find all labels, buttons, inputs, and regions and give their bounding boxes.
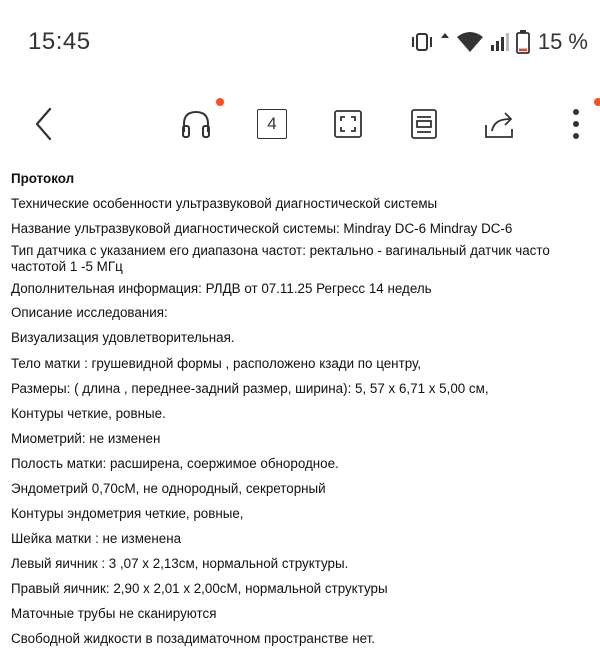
doc-line: Название ультразвуковой диагностической системы: Mindray DC-6 Mindray DC-6 [11,221,513,236]
doc-line: Дополнительная информация: РЛДВ от 07.11.25 Регресс 14 недель [11,281,432,296]
document-button[interactable] [402,102,446,146]
doc-line: Тело матки : грушевидной формы , расположено кзади по центру, [11,356,422,371]
listen-button[interactable] [174,102,218,146]
page-number: 4 [267,114,277,133]
doc-line: Левый яичник : 3 ,07 x 2,13см, нормальной структуры. [11,556,349,571]
status-icons [410,28,588,56]
battery-percent: 15 % [537,29,588,54]
doc-line: частотой 1 -5 МГц [11,259,123,274]
doc-line: Полость матки: расширена, соержимое обнородное. [11,456,339,471]
status-bar [0,0,600,84]
doc-line: Описание исследования: [11,305,168,320]
data-arrows-icon [440,31,450,53]
document-page [0,160,600,661]
fullscreen-icon [332,108,364,140]
vibrate-icon [410,31,434,53]
doc-line: Шейка матки : не изменена [11,531,182,546]
share-button[interactable] [478,102,522,146]
more-badge [594,98,600,106]
more-icon [571,107,581,141]
doc-line: Технические особенности ультразвуковой диагностической системы [11,196,438,211]
document-icon [409,108,439,140]
share-icon [482,107,518,141]
wifi-icon [456,31,484,53]
doc-line: Миометрий: не изменен [11,431,161,446]
signal-icon [490,31,510,53]
doc-line: Контуры эндометрия четкие, ровные, [11,506,244,521]
doc-line: Правый яичник: 2,90 x 2,01 x 2,00сМ, нормальной структуры [11,581,388,596]
page-count-button[interactable] [250,102,294,146]
doc-line: Тип датчика с указанием его диапазона частот: ректально - вагинальный датчик часто [11,243,550,258]
more-options-button[interactable] [554,102,598,146]
notification-badge [216,98,224,106]
doc-line: Свободной жидкости в позадиматочном пространстве нет. [11,631,375,646]
doc-line: Контуры четкие, ровные. [11,406,166,421]
battery-icon [516,30,530,54]
status-time: 15:45 [28,28,91,55]
doc-line: Маточные трубы не сканируются [11,606,217,621]
doc-heading: Протокол [11,171,75,186]
doc-line: Эндометрий 0,70сМ, не однородный, секреторный [11,481,326,496]
doc-line: Размеры: ( длина , переднее-задний размер, ширина): 5, 57 x 6,71 x 5,00 см, [11,381,489,396]
back-button[interactable] [22,102,66,146]
headphones-icon [178,106,214,142]
page-count-icon [257,109,287,139]
reader-toolbar [0,90,600,160]
fullscreen-button[interactable] [326,102,370,146]
back-icon [32,106,56,142]
doc-line: Визуализация удовлетворительная. [11,330,235,345]
